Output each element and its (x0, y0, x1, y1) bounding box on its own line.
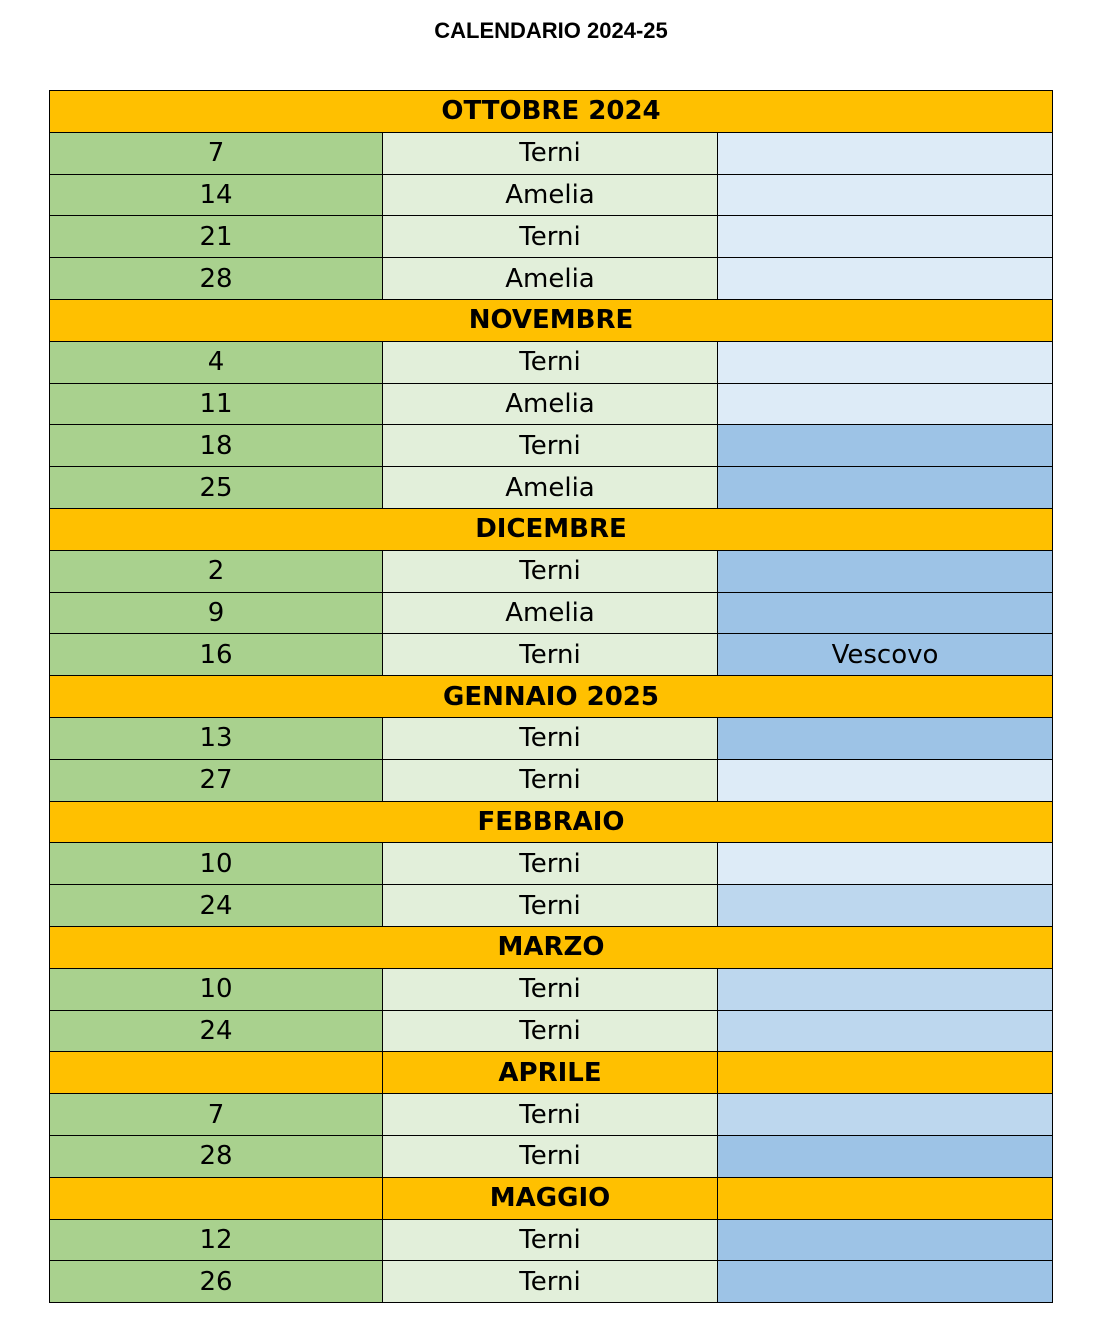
month-header-row (50, 508, 1053, 550)
place-cell: Amelia (383, 174, 718, 216)
note-cell (718, 592, 1053, 634)
calendar-body (50, 91, 1053, 1303)
date-row (50, 425, 1053, 467)
note-cell (718, 968, 1053, 1010)
note-cell (718, 885, 1053, 927)
date-row (50, 550, 1053, 592)
date-row (50, 341, 1053, 383)
month-header-blank (718, 1177, 1053, 1219)
date-row (50, 717, 1053, 759)
day-cell: 16 (50, 634, 383, 676)
place-cell: Terni (383, 1094, 718, 1136)
date-row (50, 383, 1053, 425)
note-cell (718, 1010, 1053, 1052)
place-cell: Terni (383, 550, 718, 592)
place-cell: Amelia (383, 383, 718, 425)
day-cell: 12 (50, 1219, 383, 1261)
month-header-blank (50, 1177, 383, 1219)
place-cell: Amelia (383, 592, 718, 634)
day-cell: 10 (50, 843, 383, 885)
day-cell: 26 (50, 1261, 383, 1303)
note-cell (718, 258, 1053, 300)
day-cell: 28 (50, 258, 383, 300)
date-row (50, 843, 1053, 885)
month-header: OTTOBRE 2024 (50, 91, 1053, 133)
place-cell: Terni (383, 1261, 718, 1303)
note-cell (718, 341, 1053, 383)
note-cell (718, 1261, 1053, 1303)
date-row (50, 885, 1053, 927)
note-cell: Vescovo (718, 634, 1053, 676)
place-cell: Terni (383, 759, 718, 801)
document-title: CALENDARIO 2024-25 (434, 18, 668, 43)
place-cell: Terni (383, 634, 718, 676)
date-row (50, 1135, 1053, 1177)
month-header-row (50, 91, 1053, 133)
place-cell: Terni (383, 717, 718, 759)
date-row (50, 759, 1053, 801)
note-cell (718, 843, 1053, 885)
day-cell: 28 (50, 1135, 383, 1177)
day-cell: 10 (50, 968, 383, 1010)
date-row (50, 467, 1053, 509)
date-row (50, 634, 1053, 676)
month-header-row (50, 299, 1053, 341)
date-row (50, 592, 1053, 634)
month-header: GENNAIO 2025 (50, 676, 1053, 718)
day-cell: 2 (50, 550, 383, 592)
day-cell: 27 (50, 759, 383, 801)
month-header-row (50, 1177, 1053, 1219)
day-cell: 9 (50, 592, 383, 634)
date-row (50, 1219, 1053, 1261)
place-cell: Terni (383, 1219, 718, 1261)
day-cell: 21 (50, 216, 383, 258)
day-cell: 7 (50, 1094, 383, 1136)
place-cell: Terni (383, 216, 718, 258)
place-cell: Amelia (383, 467, 718, 509)
place-cell: Terni (383, 1135, 718, 1177)
day-cell: 24 (50, 1010, 383, 1052)
date-row (50, 174, 1053, 216)
place-cell: Amelia (383, 258, 718, 300)
month-header: NOVEMBRE (50, 299, 1053, 341)
month-header-blank (718, 1052, 1053, 1094)
date-row (50, 1094, 1053, 1136)
calendar-table (49, 90, 1053, 1303)
day-cell: 7 (50, 132, 383, 174)
date-row (50, 1261, 1053, 1303)
note-cell (718, 174, 1053, 216)
note-cell (718, 1135, 1053, 1177)
day-cell: 24 (50, 885, 383, 927)
note-cell (718, 717, 1053, 759)
month-header: MAGGIO (383, 1177, 718, 1219)
note-cell (718, 759, 1053, 801)
note-cell (718, 216, 1053, 258)
place-cell: Terni (383, 843, 718, 885)
place-cell: Terni (383, 425, 718, 467)
place-cell: Terni (383, 968, 718, 1010)
month-header-row (50, 1052, 1053, 1094)
place-cell: Terni (383, 885, 718, 927)
day-cell: 14 (50, 174, 383, 216)
date-row (50, 132, 1053, 174)
month-header-row (50, 676, 1053, 718)
note-cell (718, 550, 1053, 592)
month-header-blank (50, 1052, 383, 1094)
note-cell (718, 467, 1053, 509)
date-row (50, 1010, 1053, 1052)
date-row (50, 258, 1053, 300)
place-cell: Terni (383, 132, 718, 174)
month-header-row (50, 926, 1053, 968)
note-cell (718, 383, 1053, 425)
month-header: FEBBRAIO (50, 801, 1053, 843)
date-row (50, 968, 1053, 1010)
day-cell: 25 (50, 467, 383, 509)
day-cell: 4 (50, 341, 383, 383)
date-row (50, 216, 1053, 258)
month-header: MARZO (50, 926, 1053, 968)
place-cell: Terni (383, 1010, 718, 1052)
note-cell (718, 1094, 1053, 1136)
note-cell (718, 425, 1053, 467)
day-cell: 11 (50, 383, 383, 425)
month-header: APRILE (383, 1052, 718, 1094)
place-cell: Terni (383, 341, 718, 383)
day-cell: 18 (50, 425, 383, 467)
month-header-row (50, 801, 1053, 843)
note-cell (718, 132, 1053, 174)
month-header: DICEMBRE (50, 508, 1053, 550)
note-cell (718, 1219, 1053, 1261)
day-cell: 13 (50, 717, 383, 759)
